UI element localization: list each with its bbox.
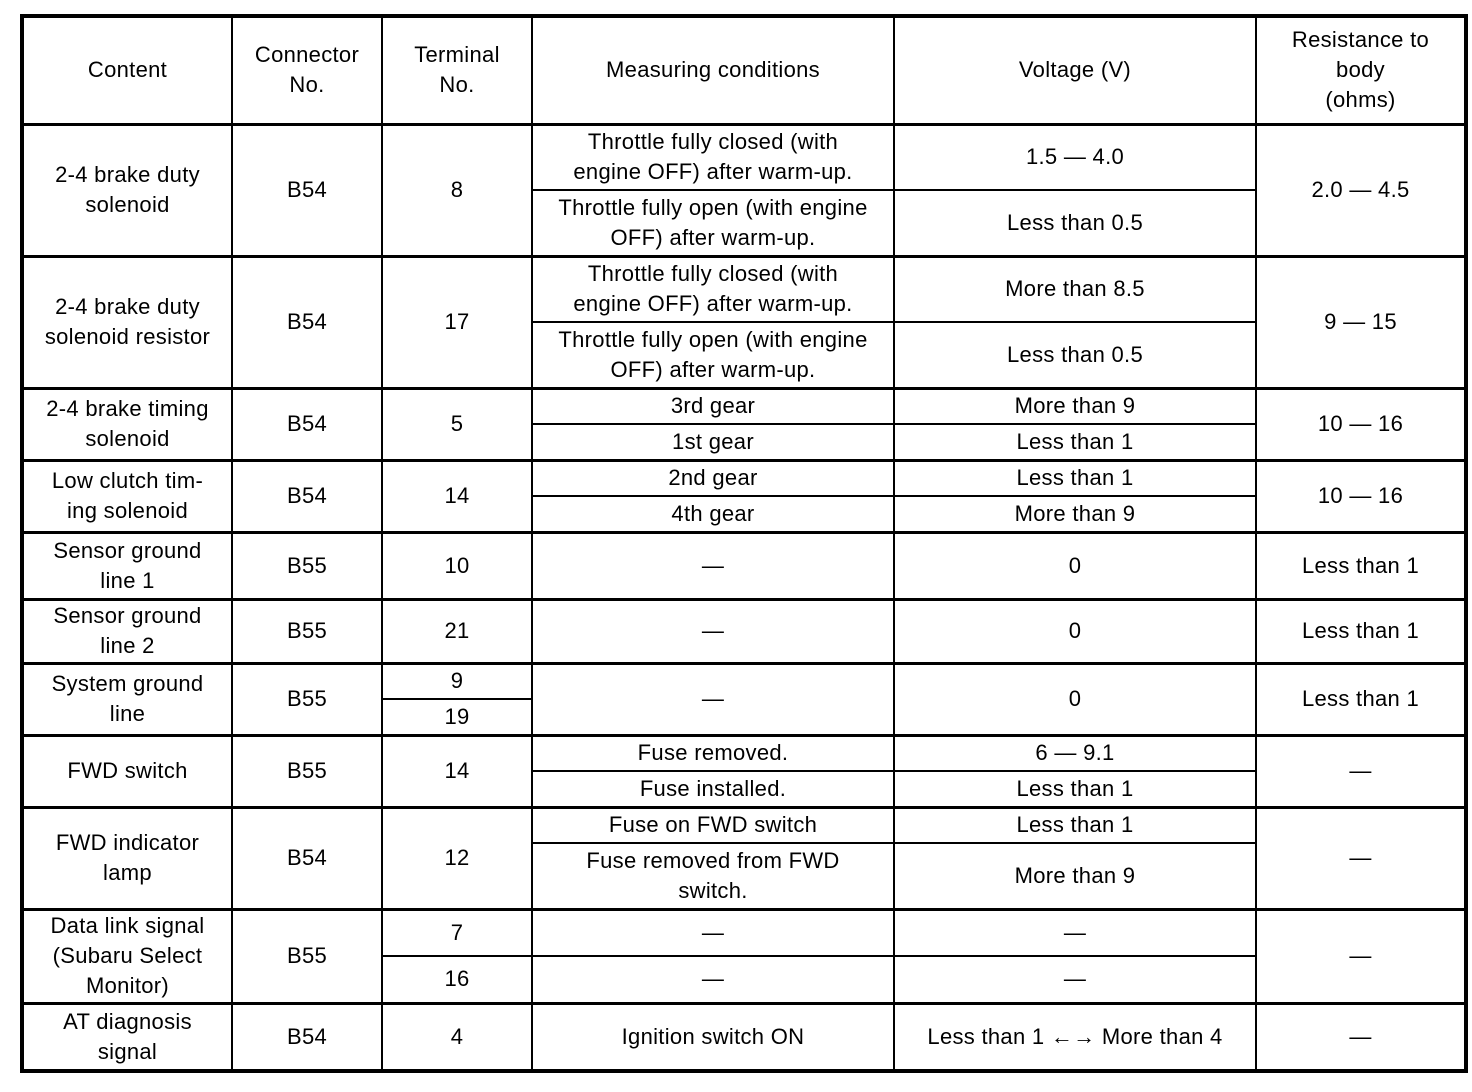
cell-terminal: 16 <box>382 956 532 1003</box>
header-voltage: Voltage (V) <box>894 16 1256 124</box>
table-row <box>22 1003 1466 1071</box>
cell-content: 2-4 brake timing solenoid <box>22 388 232 460</box>
cell-voltage: Less than 0.5 <box>894 190 1256 256</box>
cell-terminal: 4 <box>382 1003 532 1071</box>
cell-voltage: — <box>894 909 1256 956</box>
cell-voltage: 0 <box>894 663 1256 735</box>
cell-condition: Ignition switch ON <box>532 1003 894 1071</box>
cell-condition: Throttle fully closed (with engine OFF) after warm-up. <box>532 124 894 190</box>
cell-connector: B55 <box>232 735 382 807</box>
cell-voltage: 0 <box>894 599 1256 663</box>
cell-terminal: 12 <box>382 807 532 909</box>
cell-resistance: — <box>1256 807 1466 909</box>
cell-terminal: 7 <box>382 909 532 956</box>
cell-resistance: — <box>1256 1003 1466 1071</box>
cell-terminal: 5 <box>382 388 532 460</box>
cell-connector: B54 <box>232 1003 382 1071</box>
table-row <box>22 532 1466 599</box>
cell-terminal: 14 <box>382 460 532 532</box>
cell-connector: B54 <box>232 124 382 256</box>
cell-resistance: 2.0 — 4.5 <box>1256 124 1466 256</box>
cell-voltage: Less than 1 <box>894 460 1256 496</box>
table-row <box>22 807 1466 843</box>
cell-voltage: Less than 1 <box>894 807 1256 843</box>
cell-terminal: 21 <box>382 599 532 663</box>
cell-connector: B54 <box>232 256 382 388</box>
cell-condition: 4th gear <box>532 496 894 532</box>
cell-terminal: 8 <box>382 124 532 256</box>
cell-condition: Fuse removed. <box>532 735 894 771</box>
cell-content: 2-4 brake duty solenoid <box>22 124 232 256</box>
cell-condition: 2nd gear <box>532 460 894 496</box>
table-row <box>22 124 1466 190</box>
cell-resistance: Less than 1 <box>1256 663 1466 735</box>
spec-sheet <box>20 14 1464 1072</box>
cell-connector: B55 <box>232 909 382 1003</box>
table-row <box>22 460 1466 496</box>
cell-content: FWD switch <box>22 735 232 807</box>
cell-terminal: 9 <box>382 663 532 699</box>
cell-connector: B55 <box>232 532 382 599</box>
table-row <box>22 735 1466 771</box>
cell-voltage: More than 8.5 <box>894 256 1256 322</box>
cell-voltage: 6 — 9.1 <box>894 735 1256 771</box>
cell-condition: Throttle fully open (with engine OFF) after warm-up. <box>532 322 894 388</box>
cell-voltage: 1.5 — 4.0 <box>894 124 1256 190</box>
cell-condition: — <box>532 956 894 1003</box>
header-row <box>22 16 1466 124</box>
cell-condition: — <box>532 909 894 956</box>
cell-condition: 3rd gear <box>532 388 894 424</box>
table-row <box>22 663 1466 699</box>
cell-connector: B54 <box>232 807 382 909</box>
cell-voltage: Less than 1 <box>894 771 1256 807</box>
cell-content: Low clutch tim- ing solenoid <box>22 460 232 532</box>
cell-condition: 1st gear <box>532 424 894 460</box>
cell-voltage: More than 9 <box>894 496 1256 532</box>
cell-content: System ground line <box>22 663 232 735</box>
header-measuring-conditions: Measuring conditions <box>532 16 894 124</box>
cell-connector: B54 <box>232 388 382 460</box>
header-resistance-to-body: Resistance to body (ohms) <box>1256 16 1466 124</box>
cell-voltage: Less than 1 ←→ More than 4 <box>894 1003 1256 1071</box>
table-row <box>22 909 1466 956</box>
cell-content: FWD indicator lamp <box>22 807 232 909</box>
cell-content: Data link signal (Subaru Select Monitor) <box>22 909 232 1003</box>
cell-terminal: 17 <box>382 256 532 388</box>
table-row <box>22 256 1466 322</box>
cell-resistance: Less than 1 <box>1256 532 1466 599</box>
cell-terminal: 19 <box>382 699 532 735</box>
cell-content: AT diagnosis signal <box>22 1003 232 1071</box>
cell-resistance: 10 — 16 <box>1256 388 1466 460</box>
header-terminal-no: Terminal No. <box>382 16 532 124</box>
cell-terminal: 10 <box>382 532 532 599</box>
cell-content: Sensor ground line 1 <box>22 532 232 599</box>
cell-resistance: 10 — 16 <box>1256 460 1466 532</box>
cell-content: 2-4 brake duty solenoid resistor <box>22 256 232 388</box>
cell-voltage: 0 <box>894 532 1256 599</box>
cell-voltage: More than 9 <box>894 388 1256 424</box>
cell-condition: Fuse removed from FWD switch. <box>532 843 894 909</box>
cell-condition: — <box>532 663 894 735</box>
cell-resistance: — <box>1256 909 1466 1003</box>
cell-voltage: — <box>894 956 1256 1003</box>
cell-terminal: 14 <box>382 735 532 807</box>
table-row <box>22 599 1466 663</box>
header-connector-no: Connector No. <box>232 16 382 124</box>
cell-resistance: Less than 1 <box>1256 599 1466 663</box>
cell-resistance: — <box>1256 735 1466 807</box>
cell-content: Sensor ground line 2 <box>22 599 232 663</box>
cell-condition: Throttle fully closed (with engine OFF) after warm-up. <box>532 256 894 322</box>
cell-voltage: More than 9 <box>894 843 1256 909</box>
header-content: Content <box>22 16 232 124</box>
cell-voltage: Less than 0.5 <box>894 322 1256 388</box>
cell-connector: B55 <box>232 663 382 735</box>
cell-condition: Fuse installed. <box>532 771 894 807</box>
cell-connector: B55 <box>232 599 382 663</box>
cell-condition: Throttle fully open (with engine OFF) after warm-up. <box>532 190 894 256</box>
cell-condition: Fuse on FWD switch <box>532 807 894 843</box>
cell-resistance: 9 — 15 <box>1256 256 1466 388</box>
table-row <box>22 388 1466 424</box>
cell-voltage: Less than 1 <box>894 424 1256 460</box>
terminal-spec-table <box>20 14 1468 1073</box>
cell-condition: — <box>532 532 894 599</box>
cell-condition: — <box>532 599 894 663</box>
cell-connector: B54 <box>232 460 382 532</box>
